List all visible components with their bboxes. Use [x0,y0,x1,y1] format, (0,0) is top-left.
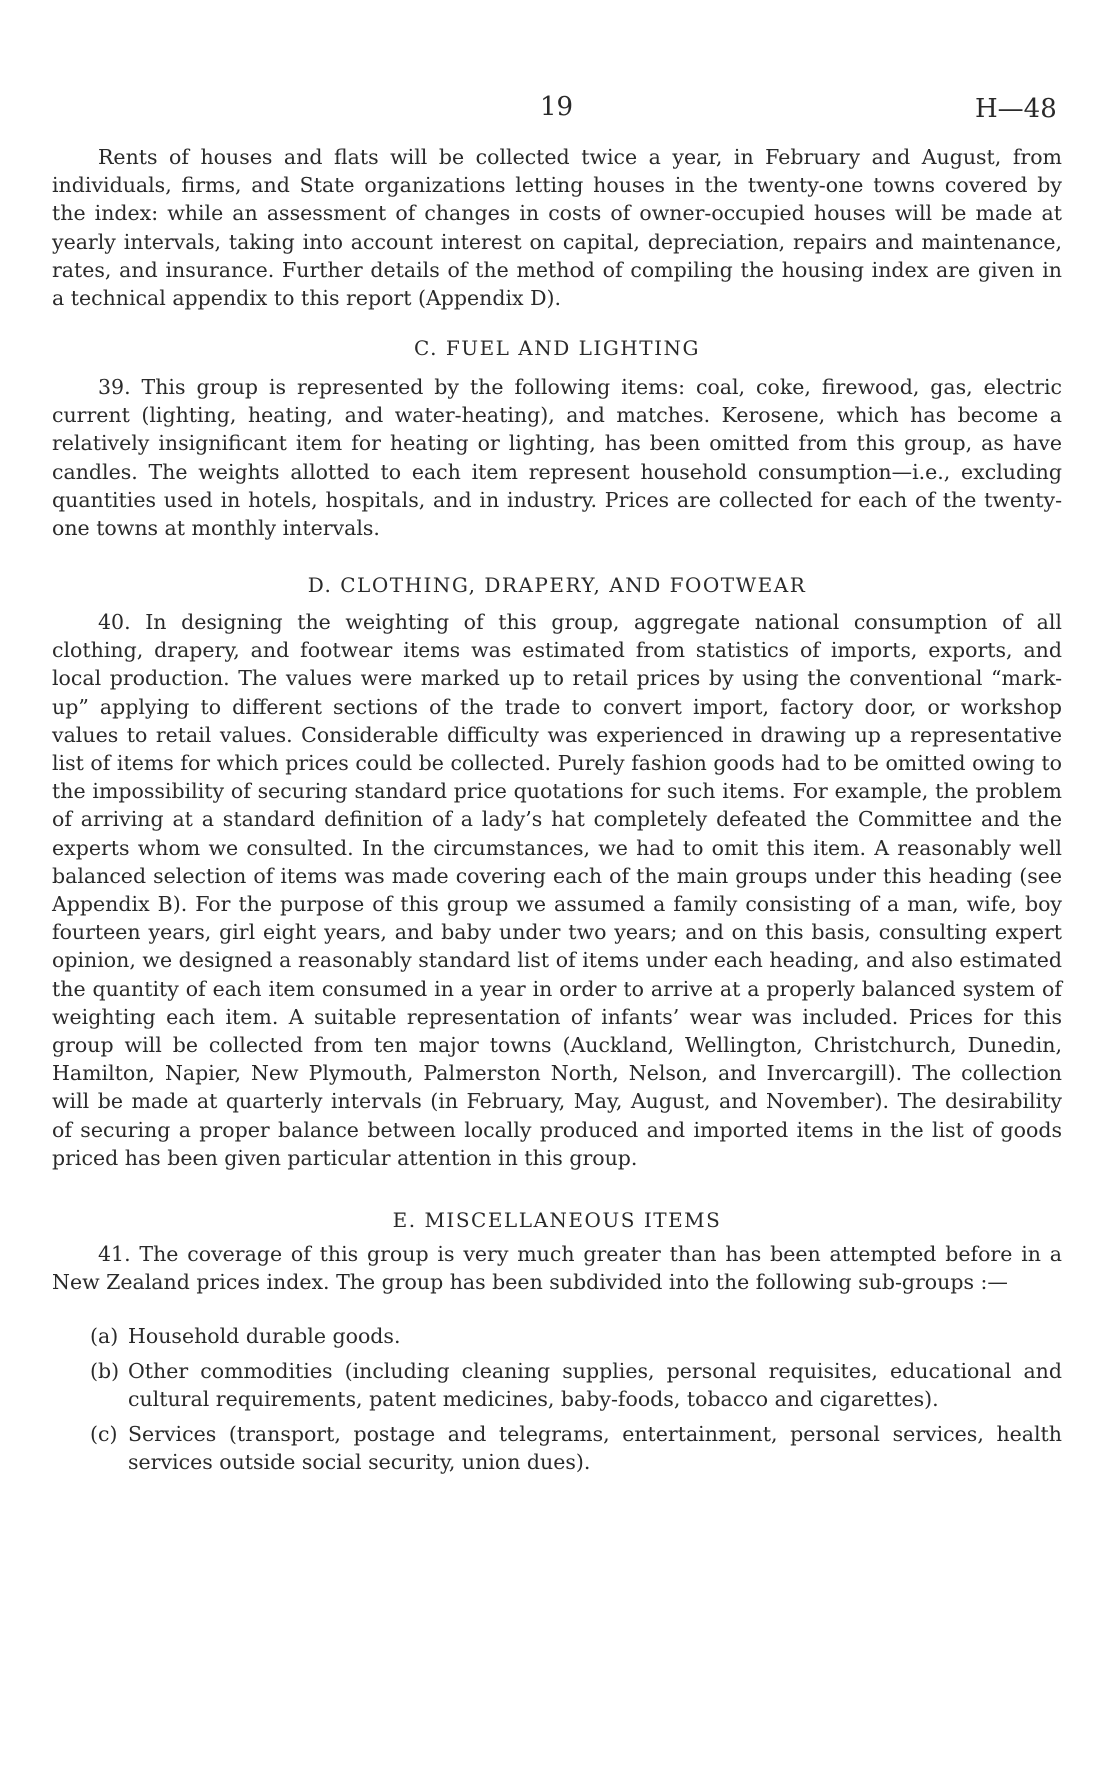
section-d-paragraph: 40. In designing the weighting of this group, aggregate national consumption of all clothing, drapery, and footwear items was estimated from statistics of imports, exports, and local production. The values were marked up to retail prices by using the conventional “mark-up” applying to different sections of the trade to convert import, factory door, or workshop values to retail values. Considerable difficulty was experienced in drawing up a representative list of items for which prices could be collected. Purely fashion goods had to be omitted owing to the impossibility of securing standard price quotations for such items. For example, the problem of arriving at a standard definition of a lady’s hat completely defeated the Committee and the experts whom we consulted. In the circumstances, we had to omit this item. A reasonably well balanced selection of items was made covering each of the main groups under this heading (see Appendix B). For the purpose of this group we assumed a family consisting of a man, wife, boy fourteen years, girl eight years, and baby under two years; and on this basis, consulting expert opinion, we designed a reasonably standard list of items under each heading, and also estimated the quantity of each item consumed in a year in order to arrive at a properly balanced system of weighting each item. A suitable representation of infants’ wear was included. Prices for this group will be collected from ten major towns (Auckland, Wellington, Christchurch, Dunedin, Hamilton, Napier, New Plymouth, Palmerston North, Nelson, and Invercargill). The collection will be made at quarterly intervals (in February, May, August, and November). The desirability of securing a proper balance between locally produced and imported items in the list of goods priced has been given particular attention in this group. [52,610,1062,1170]
subgroup-marker: (b) [90,1358,120,1383]
section-c-paragraph: 39. This group is represented by the following items: coal, coke, firewood, gas, electric current (lighting, heating, and water-heating), and matches. Kerosene, which has become a relatively insignificant item for heating or lighting, has been omitted from this group, as have candles. The weights allotted to each item represent household consumption—i.e., excluding quantities used in hotels, hospitals, and in industry. Prices are collected for each of the twenty-one towns at monthly intervals. [52,375,1062,541]
subgroup-item [90,1420,1062,1477]
subgroup-marker: (c) [90,1421,118,1446]
section-e-paragraph: 41. The coverage of this group is very much greater than has been attempted before in a New Zealand prices index. The group has been subdivided into the following sub-groups :— [52,1242,1062,1295]
subgroup-text: Other commodities (including cleaning supplies, personal requisites, educational and cultural requirements, patent medicines, baby-foods, tobacco and cigarettes). [128,1358,1062,1411]
section-e-heading: E. MISCELLANEOUS ITEMS [392,1208,722,1232]
subgroup-text: Household durable goods. [128,1324,401,1348]
section-d-heading: D. CLOTHING, DRAPERY, AND FOOTWEAR [307,573,807,597]
subgroup-item [90,1357,1062,1414]
subgroup-item [90,1322,1062,1351]
subgroup-list [90,1322,1062,1483]
document-code: H—48 [975,94,1057,124]
section-c-heading: C. FUEL AND LIGHTING [414,336,700,360]
subgroup-text: Services (transport, postage and telegrams, entertainment, personal services, health services outside social security, union dues). [128,1421,1062,1474]
page-number: 19 [540,92,574,122]
subgroup-marker: (a) [90,1324,119,1348]
intro-paragraph: Rents of houses and flats will be collected twice a year, in February and August, from individuals, firms, and State organizations letting houses in the twenty-one towns covered by the index: while an assessment of changes in costs of owner-occupied houses will be made at yearly intervals, taking into account interest on capital, depreciation, repairs and maintenance, rates, and insurance. Further details of the method of compiling the housing index are given in a technical appendix to this report (Appendix D). [52,145,1062,311]
